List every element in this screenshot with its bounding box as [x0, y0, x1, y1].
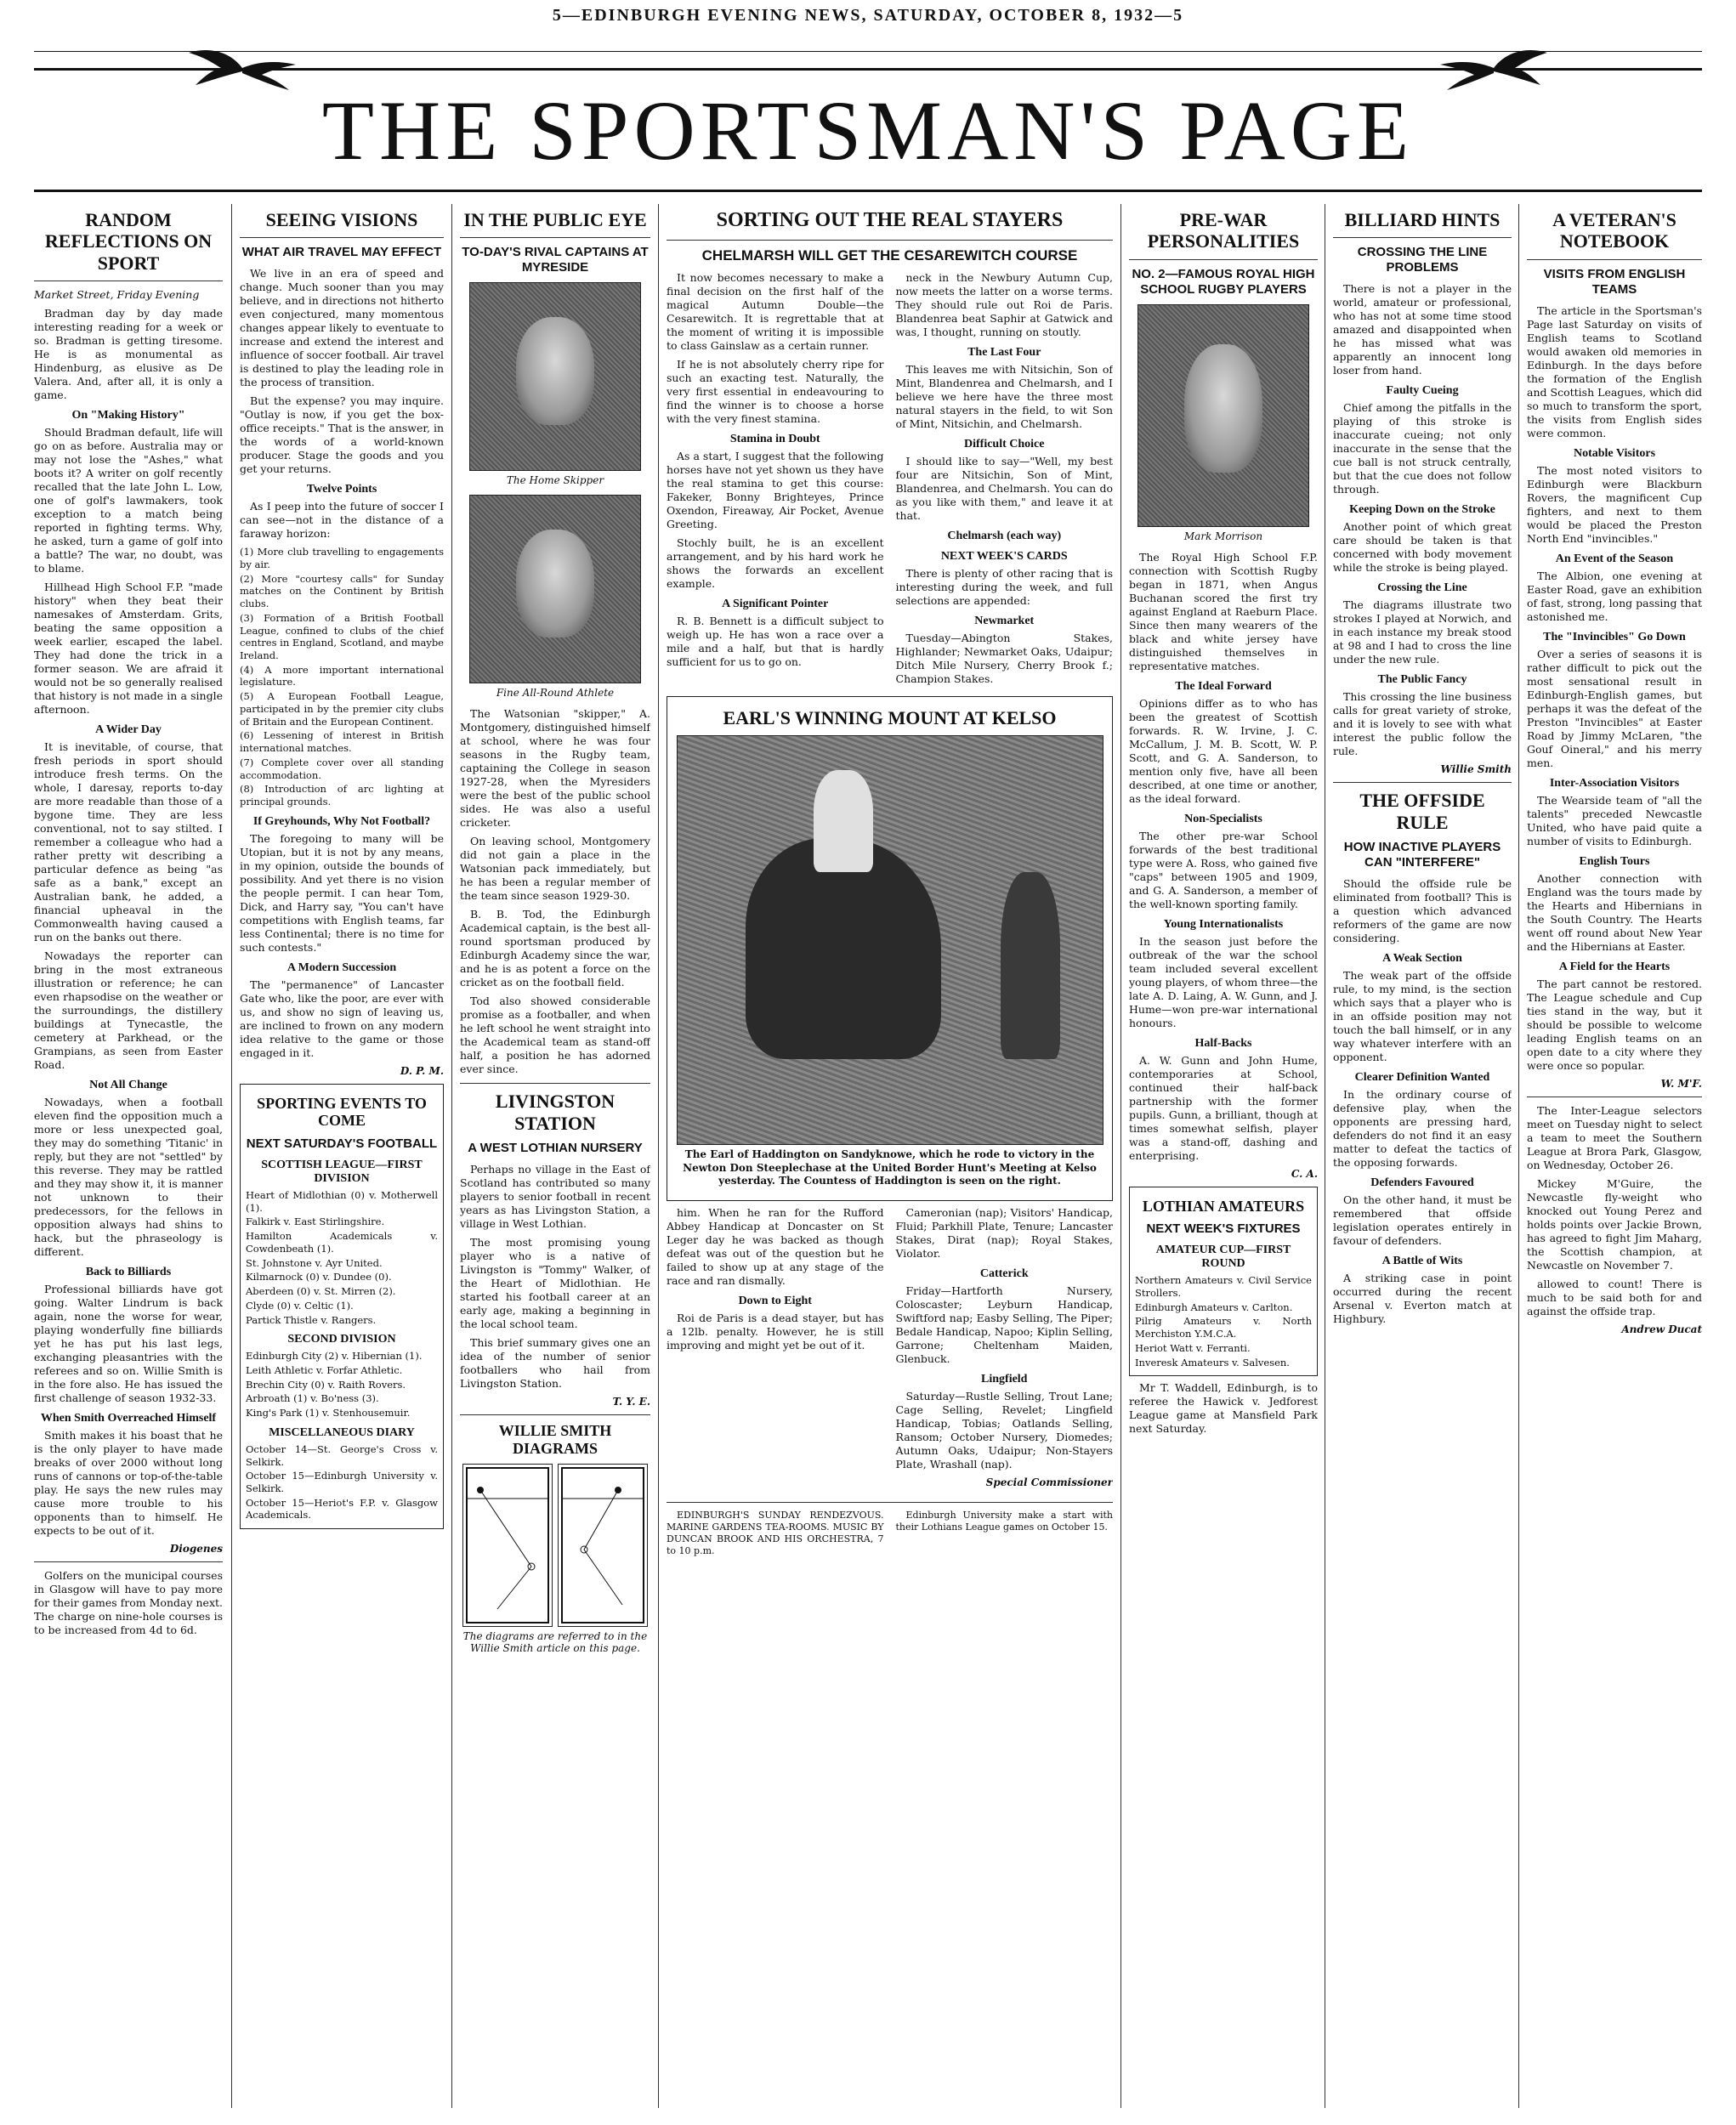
league-heading: SECOND DIVISION — [287, 1333, 396, 1346]
article-subheadline: VISITS FROM ENGLISH TEAMS — [1543, 266, 1686, 297]
subhead: A Modern Succession — [286, 960, 397, 974]
article-subheadline: CROSSING THE LINE PROBLEMS — [1357, 245, 1488, 275]
body-left — [667, 1206, 884, 1495]
rule — [667, 1502, 1113, 1503]
fixture: King's Park (1) v. Stenhousemuir. — [246, 1407, 411, 1420]
league-heading: SCOTTISH LEAGUE—FIRST DIVISION — [261, 1159, 423, 1186]
rule — [667, 240, 1113, 241]
fixture: St. Johnstone v. Ayr United. — [246, 1256, 383, 1269]
paragraph: It now becomes necessary to make a final decision on the first half of the magical Autumn Double—the Cesarewitch. It is regrettable that at the moment of writing it is impossible to class Gainslaw as a certain runner. — [667, 270, 884, 352]
public-eye-column — [460, 204, 650, 2108]
pre-war-personalities-column — [1129, 204, 1318, 2108]
paragraph: The Wearside team of "all the talents" preceded Newcastle United, who have paid quite a number of visits to Edinburgh. — [1527, 793, 1702, 847]
league-heading: MISCELLANEOUS DIARY — [269, 1425, 415, 1439]
subhead: Down to Eight — [738, 1295, 812, 1308]
subhead: Twelve Points — [306, 483, 377, 496]
paragraph: Over a series of seasons it is rather difficult to pick out the most sensational result in Edinburgh-English games, but perhaps it was the defeat of the Preston "Invincibles" at Easter Road by Jimmy McLaren, "the Gouf Oineral," and his merry men. — [1527, 647, 1702, 769]
article-subheadline: CHELMARSH WILL GET THE CESAREWITCH COURSE — [701, 246, 1078, 264]
column-rule — [1518, 204, 1519, 2108]
subhead: Clearer Definition Wanted — [1354, 1070, 1490, 1084]
article-headline: SORTING OUT THE REAL STAYERS — [716, 209, 1064, 231]
byline: Diogenes — [169, 1542, 223, 1555]
billiard-diagrams — [460, 1464, 650, 1627]
billiard-table-diagram — [558, 1464, 648, 1627]
paragraph: The most promising young player who is a native of Livingston is "Tommy" Walker, of the Heart of Midlothian. He started his football career at an early age, making a beginning in the local school team. — [460, 1235, 650, 1330]
subhead: Crossing the Line — [1377, 581, 1467, 595]
paragraph: It is inevitable, of course, that fresh periods in sport should introduce fresh terms. On the whole, I daresay, reports to-day are more readable than those of a bygone time. They are less conventional, not to say stilted. I remember a colleague who had a rather pretty wit describing a particular defence as being "as safe as a bank," except an Australian bank, he added, a financial upheaval in the Commonwealth having caused a run on the banks out there. — [34, 740, 223, 944]
paragraph: There is plenty of other racing that is interesting during the week, and full selections are appended: — [895, 566, 1113, 607]
subhead: Defenders Favoured — [1370, 1176, 1474, 1189]
paragraph: We live in an era of speed and change. Much sooner than you may believe, and in directions not hitherto even conjectured, many momentous changes appear likely to eventuate to increase and extend the interest and influence of soccer football. Air travel is destined to play the leading role in the process of transition. — [240, 267, 444, 389]
fixture: Partick Thistle v. Rangers. — [246, 1313, 377, 1326]
paragraph: As a start, I suggest that the following horses have not yet shown us they have the real stamina to get this course: Fakeker, Bonny Brighteyes, Prince Oxendon, Fireaway, Air Pocket, Avenue Greeting. — [667, 449, 884, 530]
paragraph: The weak part of the offside rule, to my mind, is the section which says that a player who is in an offside position may not touch the ball himself, or in any way whatever interfere with an opponent. — [1333, 968, 1512, 1063]
fixture: Arbroath (1) v. Bo'ness (3). — [246, 1392, 379, 1405]
rule — [240, 237, 444, 238]
paragraph: Stochly built, he is an excellent arrangement, and by his hard work he shows the forwards an excellent example. — [667, 536, 884, 590]
fixture: Hamilton Academicals v. Cowdenbeath (1). — [246, 1230, 438, 1255]
paragraph: The Watsonian "skipper," A. Montgomery, distinguished himself at school, where he was four seasons in the Rugby team, captaining the College in season 1927-28, when the Myresiders were the best of the public school sides. He was also a useful cricketer. — [460, 707, 650, 830]
column-rule — [451, 204, 452, 2108]
paragraph: Edinburgh University make a start with their Lothians League games on October 15. — [895, 1510, 1113, 1533]
fixture: Pilrig Amateurs v. North Merchiston Y.M.C.A. — [1135, 1315, 1312, 1340]
fixture-list — [246, 1350, 438, 1420]
rule — [1129, 259, 1318, 260]
paragraph: This crossing the line business calls for great variety of stroke, and it is lovely to see with what interest the public follow the rule. — [1333, 690, 1512, 758]
box-headline: SPORTING EVENTS TO COME — [257, 1094, 427, 1130]
paragraph: This brief summary gives one an idea of the number of senior footballers who hail from Livingston Station. — [460, 1335, 650, 1390]
subhead: Notable Visitors — [1573, 446, 1656, 460]
kelso-photo-box — [667, 696, 1113, 1201]
paragraph: As I peep into the future of soccer I can see—not in the distance of a faraway horizon: — [240, 500, 444, 541]
paragraph: Should Bradman default, life will go on as before. Australia may or may not lose the "Ashes," what boots it? A writer on golf recently recalled that the late John L. Low, one of golf's lawmakers, took exception to a match being reported in fighting terms. Why, he asked, turn a game of golf into a battle? The war, no doubt, was to blame. — [34, 425, 223, 575]
paragraph: Roi de Paris is a dead stayer, but has a 12lb. penalty. However, he is still improving and might yet be out of it. — [667, 1312, 884, 1352]
article-headline: PRE-WAR PERSONALITIES — [1147, 209, 1300, 252]
article-subheadline: NO. 2—FAMOUS ROYAL HIGH SCHOOL RUGBY PLAYERS — [1132, 266, 1315, 297]
article-subheadline: A WEST LOTHIAN NURSERY — [468, 1140, 643, 1155]
paragraph: But the expense? you may inquire. "Outlay is now, if you get the box-office receipts." That is the answer, in the words of a world-known producer. Stage the goods and you get your returns. — [240, 394, 444, 476]
paragraph: A striking case in point occurred during the recent Arsenal v. Everton match at Highbury. — [1333, 1271, 1512, 1325]
subhead: Faulty Cueing — [1386, 384, 1459, 398]
subhead: Newmarket — [974, 614, 1035, 627]
box-subheadline: NEXT SATURDAY'S FOOTBALL — [246, 1136, 438, 1152]
dateline: 5—EDINBURGH EVENING NEWS, SATURDAY, OCTOBER 8, 1932—5 — [552, 5, 1184, 25]
page-title: THE SPORTSMAN'S PAGE — [321, 82, 1415, 178]
paragraph: Friday—Hartforth Nursery, Coloscaster; Leyburn Handicap, Swiftford nap; Easby Selling, The Piper; Bedale Handicap, Napoo; Kiplin Selling, Garrone; Cheltenham Maiden, Glenbuck. — [895, 1284, 1113, 1366]
paragraph: I should like to say—"Well, my best four are Nitsichin, Son of Mint, Blandenrea, and Chelmarsh. You can do as you like with them," and leave it at that. — [895, 454, 1113, 522]
article-headline: IN THE PUBLIC EYE — [463, 209, 647, 230]
paragraph: him. When he ran for the Rufford Abbey Handicap at Doncaster on St Leger day he was backed as though defeat was out of the question but he failed to show up at any stage of the race and ran dismally. — [667, 1206, 884, 1288]
body-right — [896, 271, 1114, 691]
diagram-caption: The diagrams are referred to in the Willie Smith article on this page. — [462, 1630, 648, 1655]
subhead: The Public Fancy — [1377, 673, 1467, 687]
paragraph: B. B. Tod, the Edinburgh Academical captain, is the best all-round sportsman produced by Edinburgh Academy since the war, and he is as potent a force on the cricket as on the football field. — [460, 908, 650, 989]
article-headline: SEEING VISIONS — [265, 209, 418, 230]
paragraph: The part cannot be restored. The League schedule and Cup ties stand in the way, but it should be possible to welcome leading English teams on an open date to a city where they were once so popular. — [1527, 977, 1702, 1072]
paragraph: neck in the Newbury Autumn Cup, now meets the latter on a worse terms. They should rule out Roi de Paris. Blandenrea beat Saphir at Gatwick and was, I thought, running on stoutly. — [895, 270, 1113, 338]
sporting-events-box — [240, 1084, 444, 1529]
article-headline: THE OFFSIDE RULE — [1359, 790, 1485, 833]
list-item: (7) Complete cover over all standing accommodation. — [240, 756, 444, 781]
diary-item: October 15—Heriot's F.P. v. Glasgow Academicals. — [246, 1496, 438, 1522]
subhead: Difficult Choice — [964, 437, 1045, 450]
paragraph: Should the offside rule be eliminated from football? This is a question which advanced reformers of the game are now considering. — [1333, 876, 1512, 944]
rule — [1527, 1096, 1702, 1097]
countess-shape — [1001, 872, 1060, 1059]
paragraph: Nowadays the reporter can bring in the most extraneous illustration or reference; he can even rhapsodise on the weather or the surroundings, the distillery buildings at Tynecastle, the cemetery at Parkhead, or the Grampians, as seen from Easter Road. — [34, 949, 223, 1071]
home-skipper-photo — [469, 282, 641, 471]
subhead: On "Making History" — [71, 408, 185, 422]
subhead: Back to Billiards — [85, 1265, 172, 1278]
paragraph: Perhaps no village in the East of Scotland has contributed so many players to senior football in recent years as has Livingston Station, a village in West Lothian. — [460, 1162, 650, 1230]
rule — [460, 237, 650, 238]
subhead: Keeping Down on the Stroke — [1349, 503, 1495, 517]
rule — [460, 1083, 650, 1084]
column-rule — [231, 204, 232, 2108]
subhead: A Weak Section — [1382, 951, 1462, 965]
byline: W. M'F. — [1660, 1077, 1702, 1090]
subhead: An Event of the Season — [1555, 552, 1674, 565]
list-item: (4) A more important international legislature. — [240, 663, 444, 688]
paragraph: The Albion, one evening at Easter Road, gave an exhibition of fast, strong, long passing that astonished me. — [1527, 569, 1702, 623]
subhead: Catterick — [979, 1267, 1029, 1281]
list-item: (6) Lessening of interest in British international matches. — [240, 729, 444, 755]
byline: C. A. — [1291, 1167, 1318, 1180]
fixture: Brechin City (0) v. Raith Rovers. — [246, 1378, 406, 1391]
diagram-headline: WILLIE SMITH DIAGRAMS — [498, 1421, 612, 1457]
paragraph: In the season just before the outbreak of the war the school team included several excellent young players, of whom three—the late A. D. Laing, A. W. Gunn, and J. Hume—won pre-war international honours. — [1129, 934, 1318, 1029]
article-subheadline: HOW INACTIVE PLAYERS CAN "INTERFERE" — [1343, 839, 1501, 870]
two-column-body — [667, 1206, 1113, 1495]
diary-list — [246, 1443, 438, 1522]
list-item: (5) A European Football League, participated in by the premier city clubs of Britain and the European Continent. — [240, 690, 444, 728]
fixture: Edinburgh Amateurs v. Carlton. — [1135, 1300, 1293, 1313]
paragraph: If he is not absolutely cherry ripe for such an exacting test. Naturally, the very first essential in endeavouring to find the winner is to choose a horse with the very finest stamina. — [667, 357, 884, 425]
photo-caption: Fine All-Round Athlete — [496, 687, 615, 700]
article-headline: LIVINGSTON STATION — [495, 1091, 616, 1134]
paragraph: The Royal High School F.P. connection with Scottish Rugby began in 1871, when Angus Buchanan scored the first try against England at Raeburn Place. Since then many wearers of the black and white jersey have distinguished themselves in representative matches. — [1129, 550, 1318, 672]
subhead: The Ideal Forward — [1175, 679, 1272, 693]
byline: Andrew Ducat — [1621, 1323, 1702, 1335]
fixture-list — [1135, 1274, 1312, 1368]
subhead: Young Internationalists — [1163, 917, 1284, 931]
fixture: Heart of Midlothian (0) v. Motherwell (1). — [246, 1189, 438, 1214]
paragraph: A. W. Gunn and John Hume, contemporaries at School, continued their half-back partnership with the former pupils. Gunn, a brilliant, though at times somewhat selfish, player was a stand-off, dashing and enterprising. — [1129, 1053, 1318, 1162]
article-headline: BILLIARD HINTS — [1344, 209, 1501, 230]
masthead — [34, 68, 1702, 192]
paragraph: Tod also showed considerable promise as a footballer, and when he left school he went straight into the Academical team as stand-off half, a position he has adorned ever since. — [460, 994, 650, 1076]
paragraph: Hillhead High School F.P. "made history" when they beat their namesakes of Amsterdam. Grits, beating the same opposition a week earlier, escaped the label. They had done the trick in a former season. We are afraid it would not be so generally realised that history is not made in a single afternoon. — [34, 580, 223, 716]
paragraph: Mickey M'Guire, the Newcastle fly-weight who knocked out Young Perez and holds points over Jackie Brown, has agreed to fight Jim Maharg, the Scottish champion, at Newcastle on November 7. — [1527, 1176, 1702, 1272]
subhead: If Greyhounds, Why Not Football? — [252, 814, 431, 828]
fixture: Falkirk v. East Stirlingshire. — [246, 1216, 385, 1228]
subhead: A Significant Pointer — [722, 597, 829, 610]
byline: Willie Smith — [1440, 763, 1512, 776]
article-dateline: Market Street, Friday Evening — [34, 287, 200, 301]
byline: D. P. M. — [400, 1064, 444, 1077]
list-item: (2) More "courtesy calls" for Sunday matches on the Continent by British clubs. — [240, 572, 444, 610]
two-column-body — [667, 271, 1113, 691]
fixture: Clyde (0) v. Celtic (1). — [246, 1299, 354, 1312]
subhead: Non-Specialists — [1184, 812, 1262, 825]
byline: T. Y. E. — [612, 1395, 650, 1408]
subhead: A Battle of Wits — [1381, 1254, 1463, 1267]
fixture: Aberdeen (0) v. St. Mirren (2). — [246, 1285, 396, 1298]
paragraph: Tuesday—Abington Stakes, Highlander; Newmarket Oaks, Udaipur; Ditch Mile Nursery, Cherry Brook f.; Champion Stakes. — [895, 631, 1113, 685]
paragraph: Another point of which great care should be taken is that concerned with body movement while the stroke is being played. — [1333, 520, 1512, 575]
rule — [1333, 782, 1512, 783]
rule — [1527, 259, 1702, 260]
column-rule — [658, 204, 659, 2108]
paragraph: Smith makes it his boast that he is the only player to have made breaks of over 2000 without long runs of cannons or top-of-the-table play. He says the new rules may cause more trouble to his opponents than to himself. He expects to be out of it. — [34, 1428, 223, 1537]
paragraph: Professional billiards have got going. Walter Lindrum is back again, none the worse for wear, playing wonderfully fine billiards yet he has put his last legs, exchanging pleasantries with the referees and so on. Willie Smith is in the fore also. He has issued the first challenge of season 1932-33. — [34, 1282, 223, 1404]
list-item: (3) Formation of a British Football League, confined to clubs of the chief centres in England, Scotland, and maybe Ireland. — [240, 611, 444, 662]
photo-caption: Mark Morrison — [1183, 530, 1263, 542]
subhead: Inter-Association Visitors — [1549, 776, 1680, 790]
paragraph: On leaving school, Montgomery did not gain a place in the Watsonian pack immediately, but he has been a regular member of the team since season 1929-30. — [460, 835, 650, 903]
paragraph: Another connection with England was the tours made by the Hearts and Hibernians in the South Country. The Hearts went off round about New Year and the Hibernians at Easter. — [1527, 871, 1702, 953]
paragraph: The Inter-League selectors meet on Tuesday night to select a team to meet the Southern League at Brora Park, Glasgow, on Wednesday, October 26. — [1527, 1103, 1702, 1171]
footer-notes — [667, 1510, 1113, 1562]
rule — [1333, 237, 1512, 238]
subhead: Not All Change — [89, 1078, 167, 1091]
paragraph: Cameronian (nap); Visitors' Handicap, Fluid; Parkhill Plate, Tenure; Lancaster Stakes, Dirat (nap); Royal Stakes, Violator. — [895, 1206, 1113, 1261]
subhead: Stamina in Doubt — [729, 432, 820, 445]
paragraph: Bradman day by day made interesting reading for a week or so. Bradman is getting tiresome. He is as monumental as Hindenburg, as elusive as De Valera. And, after all, it is only a game. — [34, 306, 223, 401]
article-headline: RANDOM REFLECTIONS ON SPORT — [44, 209, 213, 274]
rider-shape — [814, 770, 873, 872]
article-subheadline: WHAT AIR TRAVEL MAY EFFECT — [241, 245, 442, 260]
rule — [460, 1414, 650, 1415]
paragraph: The "permanence" of Lancaster Gate who, like the poor, are ever with us, and show no sign of leaving us, are inclined to frown on any modern idea relative to the game or those engaged in it. — [240, 978, 444, 1059]
fixture-list — [246, 1189, 438, 1326]
subhead: English Tours — [1579, 854, 1650, 868]
photo-headline: EARL'S WINNING MOUNT AT KELSO — [723, 706, 1057, 728]
diary-item: October 15—Edinburgh University v. Selkirk. — [246, 1470, 438, 1494]
list-item: (8) Introduction of arc lighting at principal grounds. — [240, 783, 444, 808]
paragraph: Nowadays, when a football eleven find the opposition much a more or less unexpected goal, they may do something 'Titanic' in reply, but they are not "settled" by this reverse. They may be rattled and they may show it, it is manner not unknown to their predecessors, for the fellows in opposition always had shins to hack, but the phraseology is different. — [34, 1095, 223, 1258]
paragraph: This leaves me with Nitsichin, Son of Mint, Blandenrea and Chelmarsh, and I believe we here have the three most natural stayers in the field, to wit Son of Mint, Nitsichin, and Chelmarsh. — [895, 362, 1113, 430]
subhead: When Smith Overreached Himself — [40, 1411, 217, 1425]
seeing-visions-column — [240, 204, 444, 2108]
paragraph: On the other hand, it must be remembered that offside legislation operates entirely in favour of defenders. — [1333, 1193, 1512, 1247]
paragraph: Saturday—Rustle Selling, Trout Lane; Cage Selling, Revelet; Lingfield Handicap, Tobias; Oatlands Selling, Ransom; October Nursery, Diomedes; Autumn Oaks, Udaipur; Non-Stayers Plate, Wrashall (nap). — [895, 1390, 1113, 1471]
random-reflections-column — [34, 204, 223, 2108]
column-rule — [1120, 204, 1121, 2108]
paragraph: R. B. Bennett is a difficult subject to weigh up. He has won a race over a mile and a half, but that is hardly sufficient for us to go on. — [667, 614, 884, 668]
subhead: A Field for the Hearts — [1558, 960, 1671, 973]
paragraph: In the ordinary course of defensive play, when the opponents are pressing hard, defenders do not find it an easy matter to defeat the tactics of the opposing forwards. — [1333, 1087, 1512, 1169]
subhead: Chelmarsh (each way) — [947, 529, 1062, 542]
billiard-table-diagram — [462, 1464, 553, 1627]
paragraph: Mr T. Waddell, Edinburgh, is to referee the Hawick v. Jedforest League game at Mansfield Park next Saturday. — [1129, 1381, 1318, 1436]
subhead: Lingfield — [981, 1373, 1028, 1386]
league-heading: AMATEUR CUP—FIRST ROUND — [1155, 1244, 1291, 1271]
subhead: The Last Four — [967, 345, 1041, 359]
cards-headline: NEXT WEEK'S CARDS — [940, 549, 1068, 563]
veterans-notebook-column — [1527, 204, 1702, 2108]
billiard-hints-column — [1333, 204, 1512, 2108]
kelso-photo — [677, 735, 1103, 1145]
article-headline: A VETERAN'S NOTEBOOK — [1552, 209, 1676, 252]
box-headline: LOTHIAN AMATEURS — [1142, 1197, 1305, 1215]
body-left — [667, 271, 884, 691]
paragraph: allowed to count! There is much to be said both for and against the offside trap. — [1527, 1277, 1702, 1318]
body-right — [896, 1206, 1114, 1495]
paragraph: Opinions differ as to who has been the greatest of Scottish forwards. R. W. Irvine, J. C. McCallum, J. M. B. Scott, W. P. Scott, and G. A. Sanderson, to mention only five, have all been described, at one time or another, as the ideal forward. — [1129, 696, 1318, 805]
photo-caption: The Earl of Haddington on Sandyknowe, which he rode to victory in the Newton Don Steeplechase at the United Border Hunt's Meeting at Kelso yesterday. The Countess of Haddington is seen on the right. — [683, 1148, 1097, 1187]
paragraph: The other pre-war School forwards of the best traditional type were A. Ross, who gained five "caps" between 1905 and 1909, and G. A. Sanderson, a member of the well-known sporting family. — [1129, 829, 1318, 910]
stayers-column — [667, 204, 1113, 2108]
paragraph: Golfers on the municipal courses in Glasgow will have to pay more for their games from Monday next. The charge on nine-hole courses is to be increased from 4d to 6d. — [34, 1568, 223, 1636]
subhead: The "Invincibles" Go Down — [1543, 630, 1686, 643]
paragraph: Chief among the pitfalls in the playing of this stroke is inaccurate cueing; not only inaccurate in the sense that the cue ball is not struck centrally, but that the cue does not follow through. — [1333, 401, 1512, 496]
paragraph: There is not a player in the world, amateur or professional, who has not at some time stood amazed and disappointed when he has missed what was apparently an innocent long loser from hand. — [1333, 282, 1512, 377]
fixture: Leith Athletic v. Forfar Athletic. — [246, 1363, 403, 1376]
subhead: Half-Backs — [1194, 1036, 1252, 1050]
mark-morrison-photo — [1137, 304, 1309, 527]
fixture: Inveresk Amateurs v. Salvesen. — [1135, 1356, 1290, 1368]
paragraph: The diagrams illustrate two strokes I played at Norwich, and in each instance my break stood at 98 and I had to cross the line under the new rule. — [1333, 598, 1512, 666]
fixture: Heriot Watt v. Ferranti. — [1135, 1341, 1251, 1354]
lothian-amateurs-box — [1129, 1187, 1318, 1377]
article-subheadline: TO-DAY'S RIVAL CAPTAINS AT MYRESIDE — [462, 245, 649, 275]
diary-item: October 14—St. George's Cross v. Selkirk. — [246, 1442, 438, 1468]
list-item: (1) More club travelling to engagements by air. — [240, 546, 444, 571]
paragraph: The most noted visitors to Edinburgh were Blackburn Rovers, the magnificent Cup fighters, and next to them would be placed the Preston North End "invincibles." — [1527, 463, 1702, 545]
paragraph: The foregoing to many will be Utopian, but it is not by any means, in my opinion, outside the bounds of possibility. And yet there is no vision the people permit. I can hear Tom, Dick, and Harry say, "You can't have competitions with English teams, far less Continental; there is no time for such contests." — [240, 831, 444, 954]
byline: Special Commissioner — [985, 1476, 1113, 1489]
rule — [34, 280, 223, 281]
paragraph: The article in the Sportsman's Page last Saturday on visits of English teams to Scotland would awaken old memories in Edinburgh. In the days before the formation of the English and Scottish Leagues, which did so much to transform the sport, the visits from English sides were common. — [1527, 303, 1702, 439]
advertisement: EDINBURGH'S SUNDAY RENDEZVOUS. MARINE GARDENS TEA-ROOMS. MUSIC BY DUNCAN BROOK AND HIS ORCHESTRA, 7 to 10 p.m. — [667, 1510, 884, 1557]
subhead: A Wider Day — [95, 722, 162, 736]
points-list — [240, 546, 444, 808]
box-subheadline: NEXT WEEK'S FIXTURES — [1146, 1221, 1301, 1237]
rule — [34, 1561, 223, 1562]
athlete-photo — [469, 495, 641, 683]
photo-caption: The Home Skipper — [506, 474, 604, 487]
fixture: Northern Amateurs v. Civil Service Strollers. — [1135, 1274, 1312, 1299]
fixture: Edinburgh City (2) v. Hibernian (1). — [246, 1350, 423, 1363]
fixture: Kilmarnock (0) v. Dundee (0). — [246, 1271, 392, 1284]
